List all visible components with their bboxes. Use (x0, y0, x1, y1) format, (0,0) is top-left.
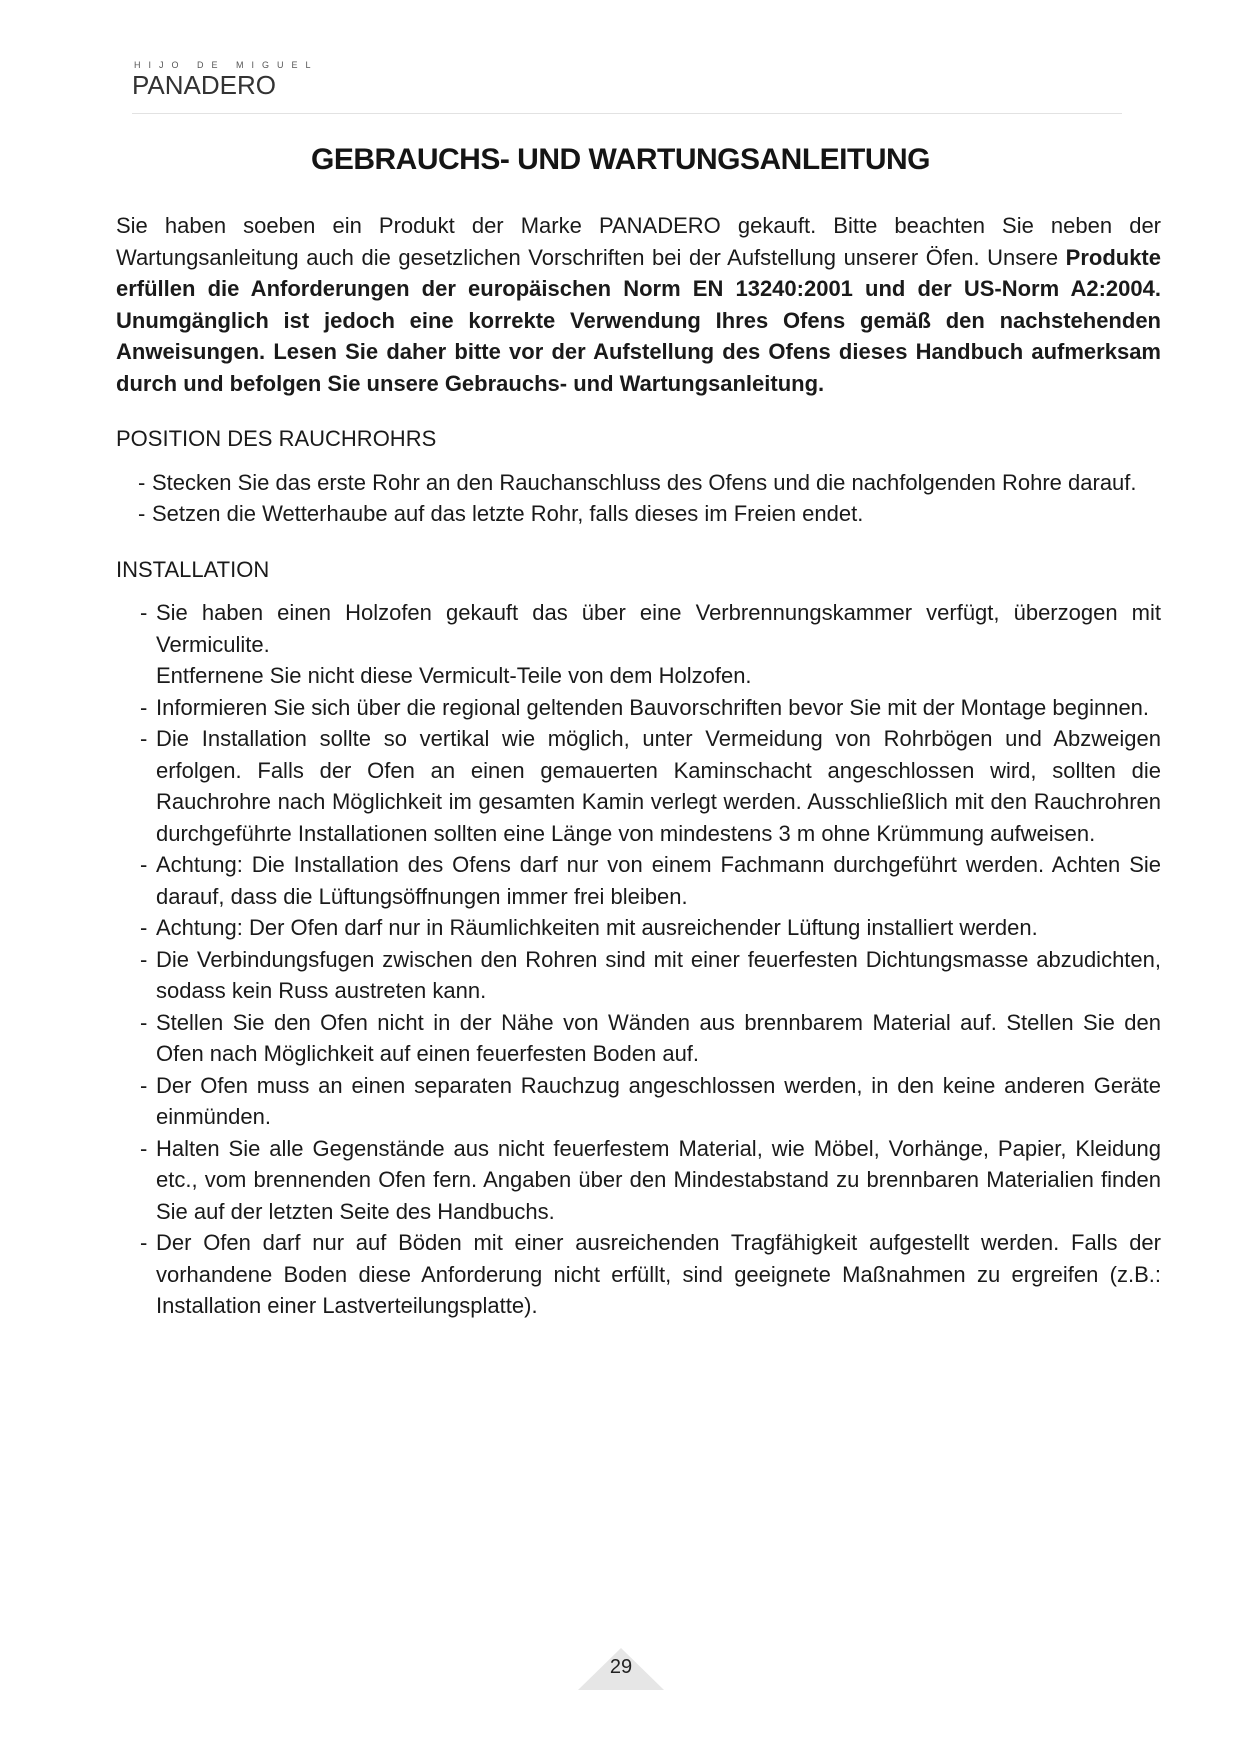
list-item: - Achtung: Der Ofen darf nur in Räumlichkeiten mit ausreichender Lüftung installiert werden. (116, 912, 1161, 944)
list-item: - Setzen die Wetterhaube auf das letzte Rohr, falls dieses im Freien endet. (116, 498, 1161, 530)
page-title: GEBRAUCHS- UND WARTUNGSANLEITUNG (311, 143, 930, 176)
list-item: - Stellen Sie den Ofen nicht in der Nähe von Wänden aus brennbarem Material auf. Stellen Sie den Ofen nach Möglichkeit auf einen feuerfesten Boden auf. (116, 1007, 1161, 1070)
rauchrohr-list (116, 467, 1161, 530)
bullet-dash: - (140, 1230, 148, 1255)
logo-subtitle: HIJO DE MIGUEL (134, 60, 319, 70)
bullet-dash: - (140, 1135, 148, 1161)
document-body (116, 210, 1161, 1322)
list-item: - Achtung: Die Installation des Ofens darf nur von einem Fachmann durchgeführt werden. Achten Sie darauf, dass die Lüftungsöffnungen immer frei bleiben. (116, 849, 1161, 912)
list-item: - Stecken Sie das erste Rohr an den Rauchanschluss des Ofens und die nachfolgenden Rohre darauf. (116, 467, 1161, 499)
bullet-dash: - (140, 726, 148, 751)
list-item: - Der Ofen muss an einen separaten Rauchzug angeschlossen werden, in den keine anderen Geräte einmünden. (116, 1070, 1161, 1133)
list-item: - Halten Sie alle Gegenstände aus nicht feuerfestem Material, wie Möbel, Vorhänge, Papier, Kleidung etc., vom brennenden Ofen fern. Angaben über den Mindestabstand zu brennbaren Materialien finden Sie auf der letzten Seite des Handbuchs. (116, 1133, 1161, 1228)
bullet-dash: - (140, 600, 148, 625)
intro-bold-text: Produkte erfüllen die Anforderungen der europäischen Norm EN 13240:2001 und der US-Norm A2:2004. Unumgänglich ist jedoch eine korrekte Verwendung Ihres Ofens gemäß den nachstehenden Anweisungen. Lesen Sie daher bitte vor der Aufstellung des Ofens dieses Handbuch aufmerksam durch und befolgen Sie unsere Gebrauchs- und Wartungsanleitung. (116, 244, 1161, 396)
brand-logo (132, 60, 319, 100)
bullet-dash: - (140, 915, 148, 940)
bullet-dash: - (140, 946, 148, 972)
installation-list (116, 597, 1161, 1322)
bullet-dash: - (140, 1009, 148, 1035)
list-item: - Die Installation sollte so vertikal wie möglich, unter Vermeidung von Rohrbögen und Abzweigen erfolgen. Falls der Ofen an einen gemauerten Kaminschacht angeschlossen wird, sollten die Rauchrohre nach Möglichkeit im gesamten Kamin verlegt werden. Ausschließlich mit den Rauchrohren durchgeführte Installationen sollten eine Länge von mindestens 3 m ohne Krümmung aufweisen. (116, 723, 1161, 849)
bullet-dash: - (140, 694, 148, 720)
intro-text: Sie haben soeben ein Produkt der Marke PANADERO gekauft. Bitte beachten Sie neben der Wartungsanleitung auch die gesetzlichen Vorschriften bei der Aufstellung unserer Öfen. Unsere (116, 213, 1161, 270)
list-item-continuation: Entfernene Sie nicht diese Vermicult-Teile von dem Holzofen. (156, 663, 752, 688)
page-number: 29 (609, 1656, 633, 1678)
list-item: - Die Verbindungsfugen zwischen den Rohren sind mit einer feuerfesten Dichtungsmasse abzudichten, sodass kein Russ austreten kann. (116, 944, 1161, 1007)
section-heading-rauchrohr: POSITION DES RAUCHROHRS (116, 426, 437, 451)
bullet-dash: - (140, 1072, 148, 1098)
bullet-dash: - (140, 852, 148, 877)
section-heading-installation: INSTALLATION (116, 556, 270, 582)
bullet-dash: - (138, 469, 146, 495)
list-item: - Der Ofen darf nur auf Böden mit einer ausreichenden Tragfähigkeit aufgestellt werden. Falls der vorhandene Boden diese Anforderung nicht erfüllt, sind geeignete Maßnahmen zu ergreifen (z.B.: Installation einer Lastverteilungsplatte). (116, 1227, 1161, 1322)
intro-paragraph (116, 210, 1161, 399)
logo-name: PANADERO (132, 70, 276, 100)
bullet-dash: - (138, 501, 146, 526)
list-item: - Sie haben einen Holzofen gekauft das über eine Verbrennungskammer verfügt, überzogen mit Vermiculite. (116, 597, 1161, 660)
list-item: - Informieren Sie sich über die regional geltenden Bauvorschriften bevor Sie mit der Montage beginnen. (116, 692, 1161, 724)
header-divider (132, 113, 1122, 114)
